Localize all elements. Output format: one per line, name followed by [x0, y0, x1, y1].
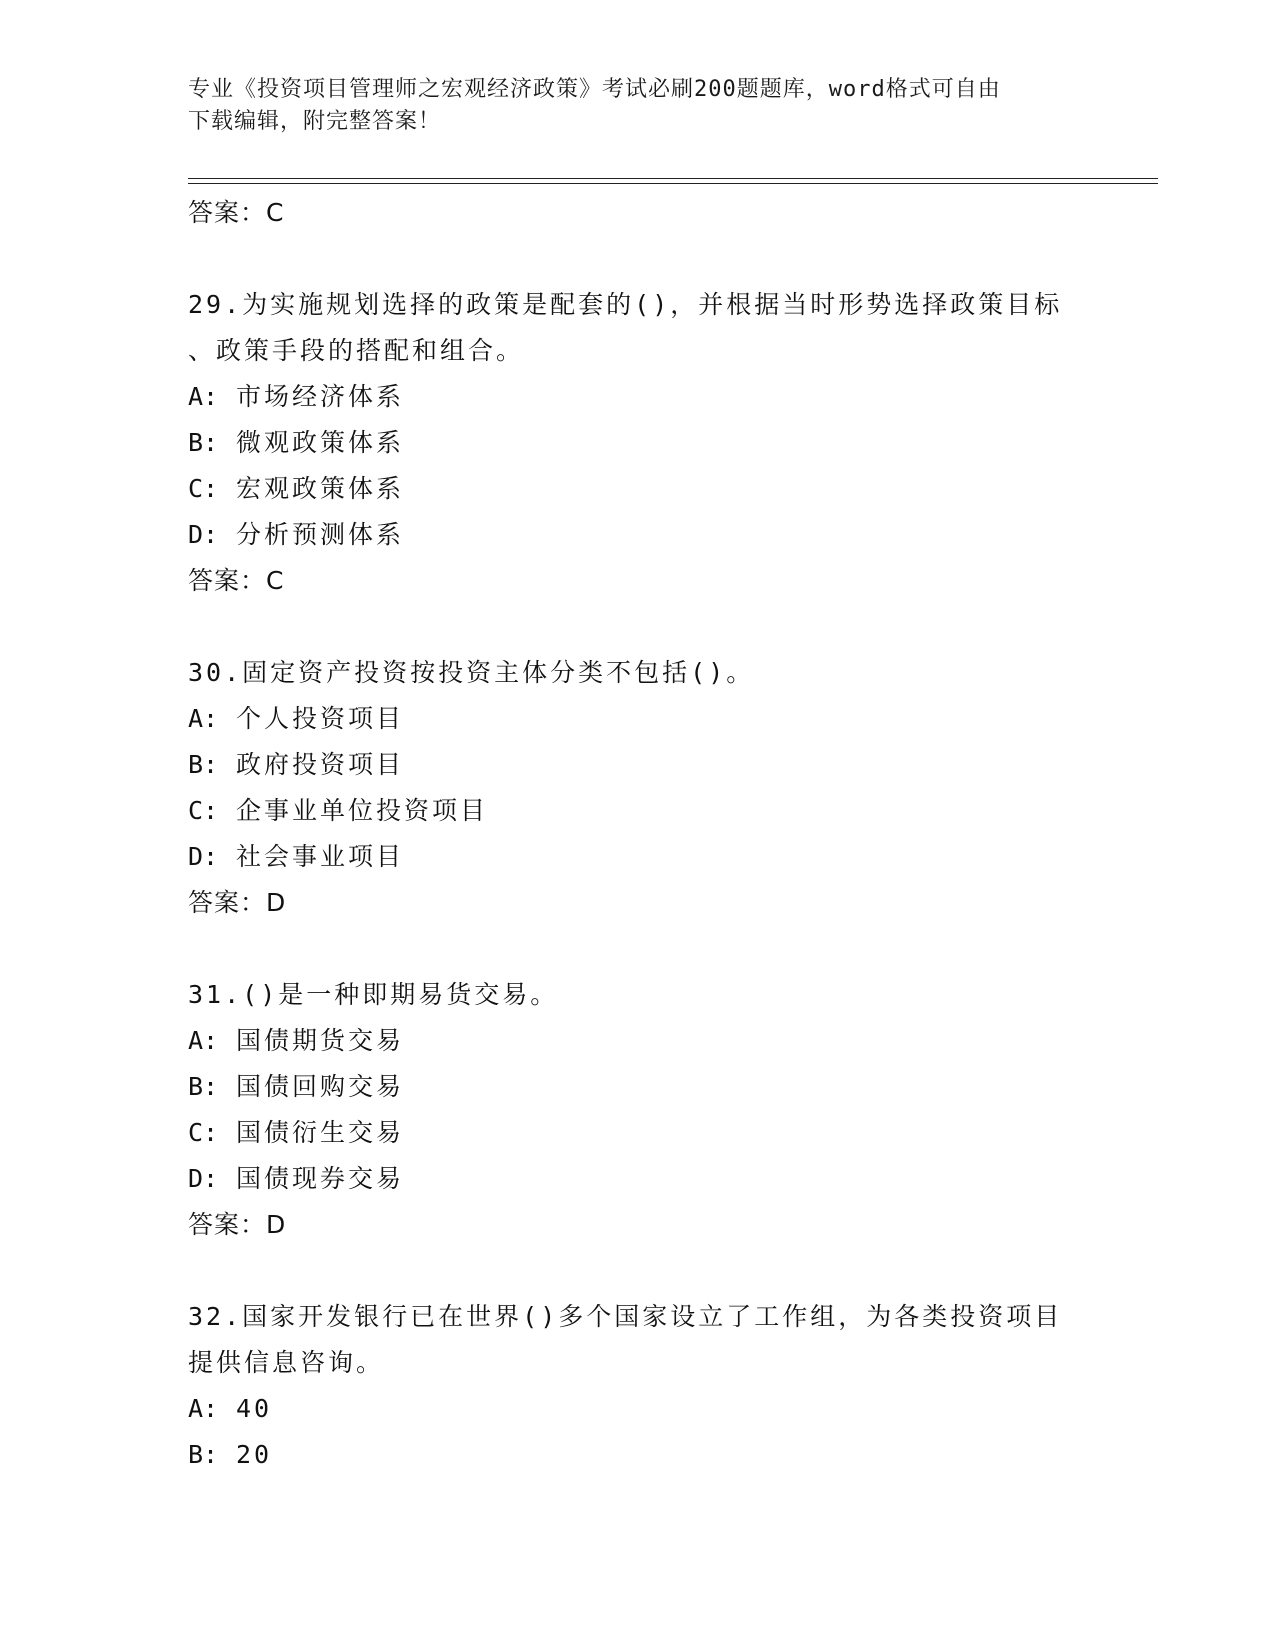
option-text: 市场经济体系	[236, 382, 405, 411]
option-a	[188, 374, 1148, 420]
option-text: 分析预测体系	[236, 520, 405, 549]
answer-line: 答案：C	[188, 198, 285, 227]
option-text: 宏观政策体系	[236, 474, 405, 503]
option-key: B:	[188, 1072, 219, 1101]
option-key: C:	[188, 796, 219, 825]
spacer	[188, 926, 1148, 972]
question-text: 30.固定资产投资按投资主体分类不包括()。	[188, 658, 755, 687]
question-list	[188, 190, 1148, 1478]
option-text: 40	[236, 1394, 273, 1423]
question-text: 29.为实施规划选择的政策是配套的()，并根据当时形势选择政策目标	[188, 290, 1063, 319]
option-key: D:	[188, 842, 219, 871]
question-block	[188, 282, 1148, 604]
answer-line: 答案：D	[188, 888, 287, 917]
spacer	[188, 604, 1148, 650]
option-c	[188, 788, 1148, 834]
header-line-2: 下载编辑，附完整答案！	[188, 109, 442, 134]
option-key: D:	[188, 520, 219, 549]
answer-line: 答案：C	[188, 566, 285, 595]
question-text: 、政策手段的搭配和组合。	[188, 336, 525, 365]
option-b	[188, 1432, 1148, 1478]
option-text: 国债期货交易	[236, 1026, 405, 1055]
option-a	[188, 696, 1148, 742]
option-d	[188, 834, 1148, 880]
question-text: 提供信息咨询。	[188, 1348, 385, 1377]
option-text: 微观政策体系	[236, 428, 405, 457]
option-key: C:	[188, 474, 219, 503]
option-text: 社会事业项目	[236, 842, 405, 871]
header-divider-top	[188, 178, 1158, 179]
option-key: A:	[188, 382, 219, 411]
option-b	[188, 420, 1148, 466]
question-text: 32.国家开发银行已在世界()多个国家设立了工作组，为各类投资项目	[188, 1302, 1063, 1331]
option-key: B:	[188, 1440, 219, 1469]
option-a	[188, 1018, 1148, 1064]
option-text: 企事业单位投资项目	[236, 796, 489, 825]
option-c	[188, 466, 1148, 512]
question-block	[188, 972, 1148, 1248]
question-block	[188, 650, 1148, 926]
option-key: B:	[188, 750, 219, 779]
option-text: 国债衍生交易	[236, 1118, 405, 1147]
option-text: 政府投资项目	[236, 750, 405, 779]
spacer	[188, 236, 1148, 282]
option-a	[188, 1386, 1148, 1432]
option-text: 国债回购交易	[236, 1072, 405, 1101]
option-d	[188, 1156, 1148, 1202]
document-header	[188, 74, 1088, 138]
option-d	[188, 512, 1148, 558]
header-line-1: 专业《投资项目管理师之宏观经济政策》考试必刷200题题库，word格式可自由	[188, 77, 1001, 102]
option-text: 个人投资项目	[236, 704, 405, 733]
option-key: C:	[188, 1118, 219, 1147]
answer-line: 答案：D	[188, 1210, 287, 1239]
option-key: A:	[188, 1394, 219, 1423]
option-c	[188, 1110, 1148, 1156]
option-b	[188, 742, 1148, 788]
question-text: 31.()是一种即期易货交易。	[188, 980, 559, 1009]
option-text: 20	[236, 1440, 273, 1469]
option-key: D:	[188, 1164, 219, 1193]
option-key: A:	[188, 704, 219, 733]
header-divider-bottom	[188, 183, 1158, 184]
spacer	[188, 1248, 1148, 1294]
option-key: B:	[188, 428, 219, 457]
question-block	[188, 1294, 1148, 1478]
option-text: 国债现券交易	[236, 1164, 405, 1193]
option-b	[188, 1064, 1148, 1110]
option-key: A:	[188, 1026, 219, 1055]
